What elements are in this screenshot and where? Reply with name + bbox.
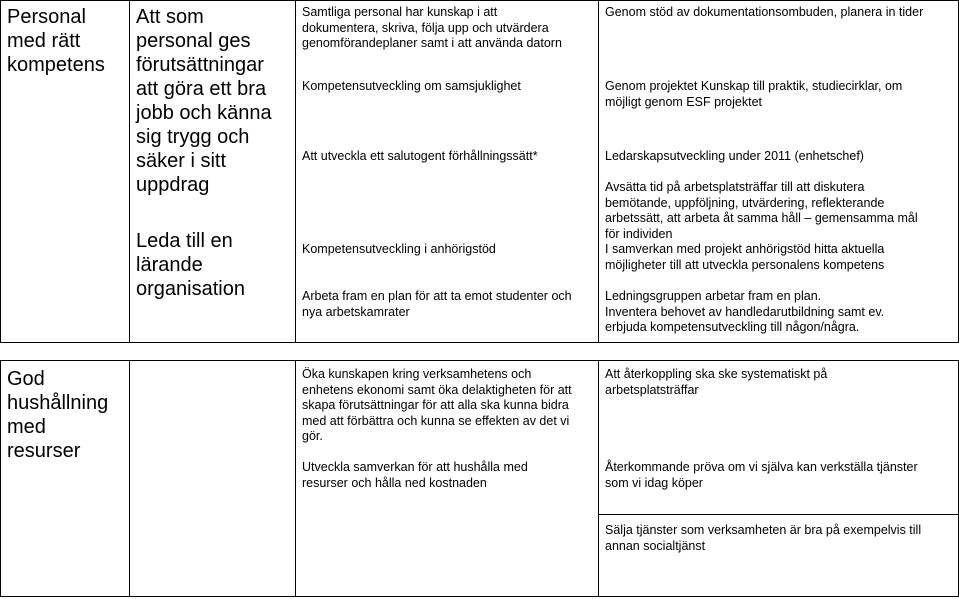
measure-item-6 <box>302 367 572 445</box>
goal-line: lärande <box>136 254 203 276</box>
action-line: arbetssätt, att arbeta åt samma håll – gemensamma mål <box>605 211 918 225</box>
table2-left-border <box>0 360 1 597</box>
action-line: möjligt genom ESF projektet <box>605 94 763 109</box>
goal-area-resources <box>7 367 108 463</box>
goal-area-line: kompetens <box>7 54 105 76</box>
goal-area-line: Personal <box>7 6 86 28</box>
measure-item-4 <box>302 242 496 258</box>
action-line: Att återkoppling ska ske systematiskt på <box>605 367 828 381</box>
measure-line: gör. <box>302 429 323 443</box>
measure-line: genomförandeplaner samt i att använda datorn <box>302 36 562 50</box>
goal-line: Att som <box>136 6 204 28</box>
goal-area-line: hushållning <box>7 392 109 414</box>
table2-bottom-border <box>0 596 959 597</box>
table1-left-border <box>0 0 1 343</box>
measure-line: Öka kunskapen kring verksamhetens och <box>302 367 532 381</box>
action-line: Genom projektet Kunskap till praktik, studiecirklar, om <box>605 79 903 93</box>
table2-divider-1 <box>129 360 130 597</box>
action-line: Ledningsgruppen arbetar fram en plan. <box>605 289 822 303</box>
action-item-3 <box>605 149 864 165</box>
measure-line: resurser och hålla ned kostnaden <box>302 475 487 490</box>
action-item-8 <box>605 460 918 491</box>
table2-top-border <box>0 360 959 361</box>
table2-divider-3 <box>598 360 599 597</box>
measure-line: Utveckla samverkan för att hushålla med <box>302 460 528 474</box>
goal-line: uppdrag <box>136 174 210 196</box>
measure-line: dokumentera, skriva, följa upp och utvärdera <box>302 20 549 35</box>
table2-inner-row-line <box>598 514 959 515</box>
action-line: Avsätta tid på arbetsplatsträffar till att diskutera <box>605 180 865 194</box>
measure-line: Kompetensutveckling i anhörigstöd <box>302 242 496 256</box>
action-line: möjligheter till att utveckla personalens kompetens <box>605 257 885 272</box>
table1-divider-1 <box>129 0 130 343</box>
measure-line: skapa förutsättningar för att alla ska kunna bidra <box>302 398 569 412</box>
table1-bottom-border <box>0 342 959 343</box>
goal-line: sig trygg och <box>136 126 250 148</box>
action-line: bemötande, uppföljning, utvärdering, reflekterande <box>605 195 885 210</box>
action-line: arbetsplatsträffar <box>605 382 699 397</box>
goal-line: Leda till en <box>136 230 233 252</box>
measure-line: Arbeta fram en plan för att ta emot studenter och <box>302 289 572 303</box>
action-line: Återkommande pröva om vi själva kan verkställa tjänster <box>605 460 918 474</box>
goal-line: jobb och känna <box>136 102 272 124</box>
goal-line: organisation <box>136 278 245 300</box>
goal-text-1 <box>136 5 272 197</box>
goal-area-line: God <box>7 368 45 390</box>
goal-area-line: med <box>7 416 46 438</box>
goal-area-line: med rätt <box>7 30 81 52</box>
measure-line: Att utveckla ett salutogent förhållningssätt* <box>302 149 538 163</box>
action-line: Inventera behovet av handledarutbildning samt ev. <box>605 304 885 319</box>
action-line: annan socialtjänst <box>605 538 706 553</box>
measure-item-2 <box>302 79 521 95</box>
action-line: erbjuda kompetensutveckling till någon/några. <box>605 320 860 334</box>
measure-line: med att förbättra och kunna se effekten av det vi <box>302 413 570 428</box>
measure-line: nya arbetskamrater <box>302 304 410 319</box>
goal-text-2 <box>136 229 245 301</box>
measure-item-7 <box>302 460 528 491</box>
table2-divider-2 <box>295 360 296 597</box>
measure-line: Samtliga personal har kunskap i att <box>302 5 498 19</box>
table1-divider-2 <box>295 0 296 343</box>
action-line: I samverkan med projekt anhörigstöd hitta aktuella <box>605 242 885 256</box>
action-item-7 <box>605 367 827 398</box>
goal-line: förutsättningar <box>136 54 264 76</box>
action-item-6 <box>605 289 884 336</box>
measure-item-5 <box>302 289 572 320</box>
measure-line: Kompetensutveckling om samsjuklighet <box>302 79 521 93</box>
goal-line: personal ges <box>136 30 251 52</box>
goal-line: säker i sitt <box>136 150 227 172</box>
action-item-9 <box>605 523 921 554</box>
action-line: som vi idag köper <box>605 475 703 490</box>
measure-item-3 <box>302 149 538 165</box>
action-item-2 <box>605 79 902 110</box>
action-line: Sälja tjänster som verksamheten är bra på exempelvis till <box>605 523 922 537</box>
action-item-4 <box>605 180 918 242</box>
action-line: Ledarskapsutveckling under 2011 (enhetschef) <box>605 149 864 163</box>
action-line: för individen <box>605 226 673 241</box>
table1-divider-3 <box>598 0 599 343</box>
goal-line: att göra ett bra <box>136 78 267 100</box>
action-item-1 <box>605 5 923 21</box>
measure-item-1 <box>302 5 562 52</box>
measure-line: enhetens ekonomi samt öka delaktigheten för att <box>302 382 572 397</box>
action-item-5 <box>605 242 884 273</box>
table1-top-border <box>0 0 959 1</box>
goal-area-line: resurser <box>7 440 81 462</box>
goal-area-personal <box>7 5 105 77</box>
action-line: Genom stöd av dokumentationsombuden, planera in tider <box>605 5 924 19</box>
